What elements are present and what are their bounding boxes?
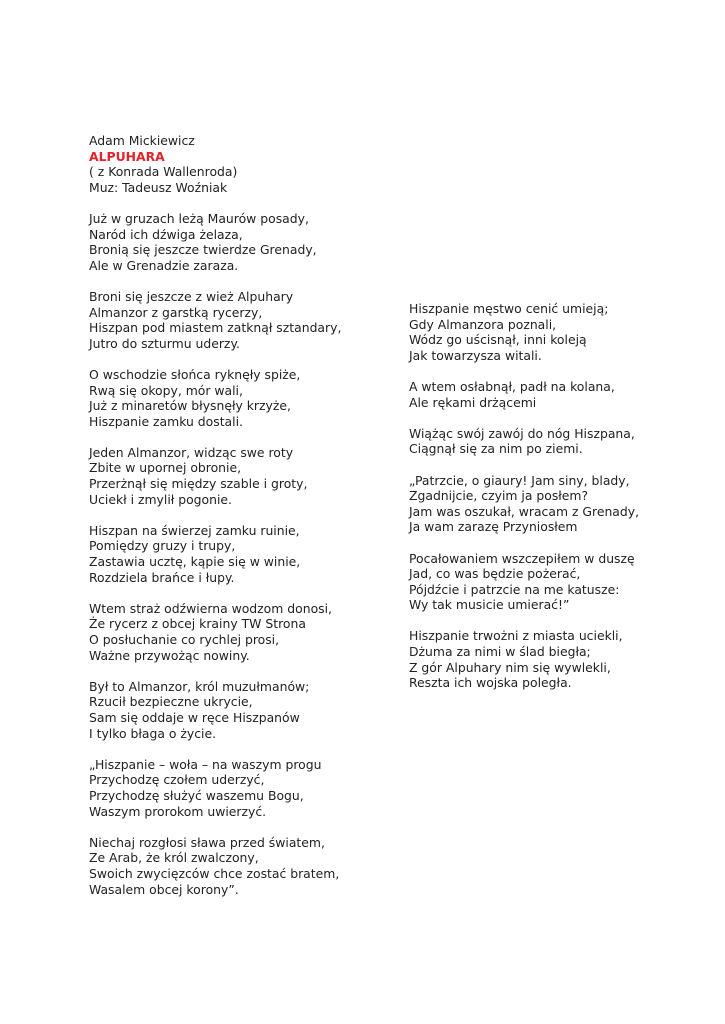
stanza bbox=[89, 601, 389, 663]
verse-line: Rzucił bezpieczne ukrycie, bbox=[89, 694, 253, 710]
verse-line: Jutro do szturmu uderzy. bbox=[89, 335, 240, 351]
verse-line: Był to Almanzor, król muzułmanów; bbox=[89, 678, 310, 694]
verse-line: Sam się oddaje w ręce Hiszpanów bbox=[89, 709, 300, 725]
verse-line: Wasalem obcej korony”. bbox=[89, 881, 239, 897]
verse-line: Almanzor z garstką rycerzy, bbox=[89, 304, 263, 320]
verse-line: Przerżnął się między szable i groty, bbox=[89, 476, 308, 492]
header-block bbox=[89, 133, 389, 195]
verse-line: Jam was oszukał, wracam z Grenady, bbox=[409, 503, 640, 519]
stanza bbox=[89, 445, 389, 507]
verse-line: Zgadnijcie, czyim ja posłem? bbox=[409, 488, 589, 504]
right-stanzas bbox=[409, 301, 709, 691]
verse-line: Jeden Almanzor, widząc swe roty bbox=[89, 444, 294, 460]
verse-line: Już z minaretów błysnęły krzyże, bbox=[89, 398, 291, 414]
verse-line: Niechaj rozgłosi sława przed światem, bbox=[89, 834, 325, 850]
verse-line: „Patrzcie, o giaury! Jam siny, blady, bbox=[409, 472, 630, 488]
verse-line: Reszta ich wojska poległa. bbox=[409, 675, 572, 691]
verse-line: A wtem osłabnął, padł na kolana, bbox=[409, 378, 615, 394]
verse-line: Ale rękami drżącemi bbox=[409, 394, 537, 410]
left-column bbox=[89, 133, 389, 897]
stanza bbox=[409, 379, 709, 410]
verse-line: O posłuchanie co rychlej prosi, bbox=[89, 632, 280, 647]
verse-line: Swoich zwycięzców chce zostać bratem, bbox=[89, 865, 340, 881]
verse-line: Rwą się okopy, mór wali, bbox=[89, 382, 243, 398]
verse-line: Uciekł i zmylił pogonie. bbox=[89, 491, 232, 507]
stanza bbox=[89, 211, 389, 273]
verse-line: Gdy Almanzora poznali, bbox=[409, 316, 557, 332]
verse-line: Hiszpanie zamku dostali. bbox=[89, 413, 243, 429]
verse-line: Wiążąc swój zawój do nóg Hiszpana, bbox=[409, 425, 635, 441]
verse-line: Pójdźcie i patrzcie na me katusze: bbox=[409, 581, 620, 597]
verse-line: Ze Arab, że król zwalczony, bbox=[89, 850, 259, 866]
verse-line: Wtem straż odźwierna wodzom donosi, bbox=[89, 600, 332, 616]
verse-line: Jak towarzysza witali. bbox=[409, 347, 542, 363]
verse-line: Hiszpanie męstwo cenić umieją; bbox=[409, 301, 609, 316]
verse-line: Ważne przywożąc nowiny. bbox=[89, 647, 250, 663]
music-credit: Muz: Tadeusz Woźniak bbox=[89, 179, 228, 195]
verse-line: Hiszpan pod miastem zatknął sztandary, bbox=[89, 320, 342, 336]
stanza bbox=[409, 473, 709, 535]
verse-line: Rozdziela brańce i łupy. bbox=[89, 569, 235, 585]
stanza bbox=[89, 835, 389, 897]
verse-line: Naród ich dźwiga żelaza, bbox=[89, 226, 243, 242]
stanza bbox=[89, 523, 389, 585]
stanza bbox=[89, 757, 389, 819]
verse-line: Już w gruzach leżą Maurów posady, bbox=[89, 210, 309, 226]
verse-line: Dżuma za nimi w ślad biegła; bbox=[409, 644, 591, 660]
stanza bbox=[89, 367, 389, 429]
verse-line: Przychodzę służyć waszemu Bogu, bbox=[89, 787, 304, 803]
source-note: ( z Konrada Wallenroda) bbox=[89, 164, 238, 180]
verse-line: Hiszpan na świerzej zamku ruinie, bbox=[89, 522, 300, 538]
verse-line: Pocałowaniem wszczepiłem w duszę bbox=[409, 550, 635, 566]
verse-line: Ja wam zarazę Przyniosłem bbox=[409, 519, 578, 535]
stanza bbox=[409, 551, 709, 613]
verse-line: Przychodzę czołem uderzyć, bbox=[89, 772, 265, 788]
verse-line: O wschodzie słońca ryknęły spiże, bbox=[89, 366, 301, 382]
right-column bbox=[409, 301, 709, 691]
verse-line: Wy tak musicie umierać!” bbox=[409, 597, 570, 613]
poem-title: ALPUHARA bbox=[89, 148, 165, 164]
stanza bbox=[89, 289, 389, 351]
verse-line: Zbite w upornej obronie, bbox=[89, 460, 242, 476]
stanza bbox=[89, 679, 389, 741]
verse-line: Bronią się jeszcze twierdze Grenady, bbox=[89, 242, 317, 258]
verse-line: „Hiszpanie – woła – na waszym progu bbox=[89, 756, 322, 772]
verse-line: Ale w Grenadzie zaraza. bbox=[89, 257, 239, 273]
stanza bbox=[409, 426, 709, 457]
stanza bbox=[409, 628, 709, 690]
stanza bbox=[409, 301, 709, 363]
verse-line: Zastawia ucztę, kąpie się w winie, bbox=[89, 554, 301, 570]
verse-line: Z gór Alpuhary nim się wywlekli, bbox=[409, 659, 611, 675]
verse-line: Broni się jeszcze z wież Alpuhary bbox=[89, 288, 294, 304]
verse-line: Hiszpanie trwożni z miasta uciekli, bbox=[409, 628, 623, 644]
verse-line: Że rycerz z obcej krainy TW Strona bbox=[89, 616, 306, 632]
verse-line: Ciągnął się za nim po ziemi. bbox=[409, 441, 583, 457]
verse-line: Pomiędzy gruzy i trupy, bbox=[89, 538, 236, 554]
verse-line: Wódz go uścisnął, inni koleją bbox=[409, 332, 587, 348]
verse-line: Waszym prorokom uwierzyć. bbox=[89, 803, 267, 819]
author-name: Adam Mickiewicz bbox=[89, 133, 195, 148]
verse-line: I tylko błaga o życie. bbox=[89, 725, 217, 741]
left-stanzas bbox=[89, 211, 389, 897]
verse-line: Jad, co was będzie pożerać, bbox=[409, 566, 581, 582]
